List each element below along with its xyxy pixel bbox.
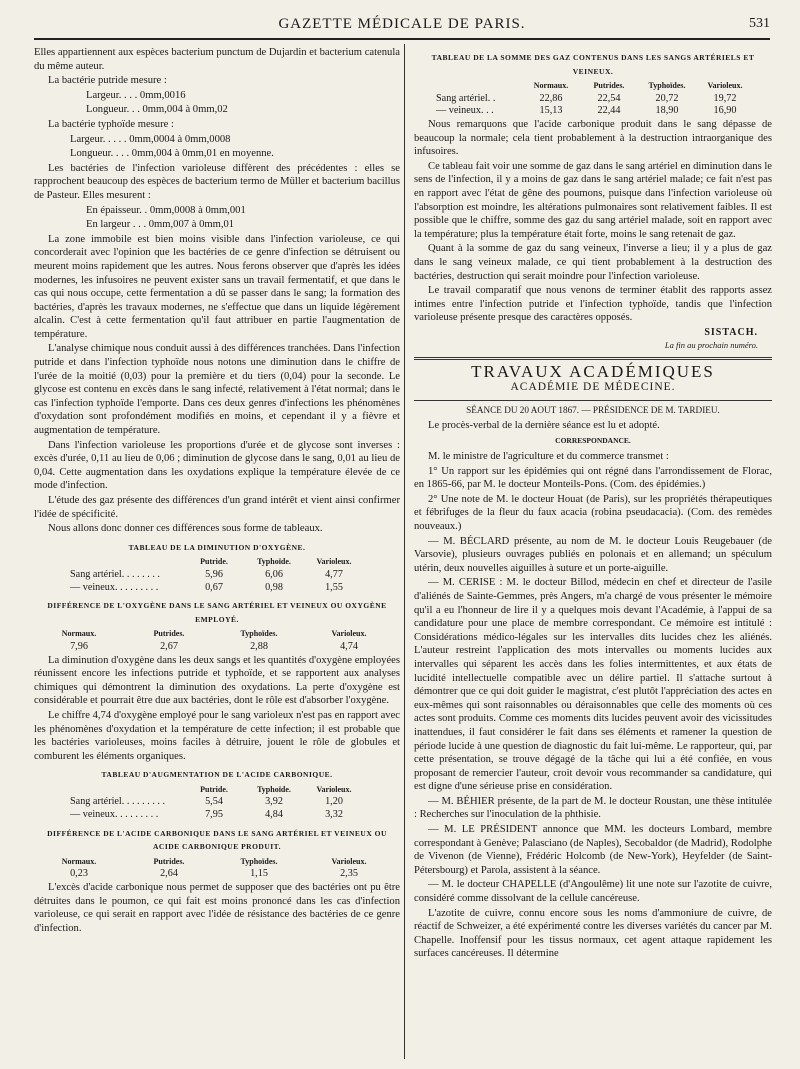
table-cell: 16,90 xyxy=(713,105,737,117)
table-col-header: Typhoïdes. xyxy=(240,856,278,866)
table-col-header: Putrides. xyxy=(153,629,185,639)
table-header xyxy=(34,556,400,569)
table-cell: 0,98 xyxy=(265,581,283,593)
paragraph: — M. BÉCLARD présente, au nom de M. le docteur Louis Reugebauer (de Varsovie), plusieurs ouvrages publiés en polonais et en allemand; un spéculum utérin, deux nouvelles aiguilles à suture et un porte-aiguille. xyxy=(414,535,772,574)
table-cell: 1,55 xyxy=(325,581,343,593)
paragraph: Les bactéries de l'infection varioleuse diffèrent des précédentes : elles se rapprochent beaucoup des espèces de bacterium termo de Müller et bacterium bacillus de Pasteur. Elles mesurent : xyxy=(34,162,400,201)
measure-heading: La bactérie putride mesure : xyxy=(48,75,167,87)
table-title: DIFFÉRENCE DE L'OXYGÈNE DANS LE SANG ARTÉRIEL ET VEINEUX OU OXYGÈNE EMPLOYÉ. xyxy=(47,601,387,624)
table-col-header: Putride. xyxy=(200,784,228,794)
paragraph: L'étude des gaz présente des différences d'un grand intérêt et vient ainsi confirmer l'idée de spécificité. xyxy=(34,495,400,520)
table-carbonic-produced xyxy=(34,827,400,881)
table-row xyxy=(34,641,400,654)
table-carbonic-increase xyxy=(34,768,400,821)
table-col-header: Typhoïdes. xyxy=(240,629,278,639)
paragraph: Quant à la somme de gaz du sang veineux, l'inverse a lieu; il y a plus de gaz dans le sang veineux malade, ce qui tient probablement à la destruction des bactéries, destruction qui serait moindre pour l'infection varioleuse. xyxy=(414,243,772,282)
table-cell: 6,06 xyxy=(265,568,283,580)
journal-title: GAZETTE MÉDICALE DE PARIS. xyxy=(278,16,526,32)
table-cell: 18,90 xyxy=(655,105,679,117)
paragraph: Le travail comparatif que nous venons de terminer établit des rapports assez intimes entre l'infection putride et l'infection typhoïde, tandis que l'infection varioleuse présente presque des caractères opposés. xyxy=(414,285,772,324)
row-label: — veineux. . . . . . . . . xyxy=(70,581,159,593)
row-label: Sang artériel. . . . . . . . . xyxy=(70,796,166,808)
measure-line: Largeur. . . . . 0mm,0004 à 0mm,0008 xyxy=(70,133,231,145)
section-title: TRAVAUX ACADÉMIQUES xyxy=(471,362,715,382)
right-column xyxy=(414,46,772,1061)
table-row xyxy=(414,105,772,118)
table-col-header: Varioleux. xyxy=(316,784,352,794)
section-subtitle: ACADÉMIE DE MÉDECINE. xyxy=(510,380,676,393)
paragraph: Nous allons donc donner ces différences sous forme de tableaux. xyxy=(48,523,323,535)
row-label: — veineux. . . xyxy=(436,105,494,117)
table-cell: 2,88 xyxy=(250,640,268,652)
paragraph: Ce tableau fait voir une somme de gaz dans le sang artériel en diminution dans le sens de l'infection, il y a moins de gaz dans le sang artériel malade; ce fait n'est pas en rapport avec l'état de gêne des poumons, puisque dans l'infection varioleuse où l'absorption est moindre, les altérations pulmonaires sont relativement faibles. Il est possible que le chiffre, somme des gaz du sang artériel malade, soit en rapport avec la température; plus la température était forte, moins le sang retenait de gaz. xyxy=(414,160,772,240)
table-cell: 0,23 xyxy=(70,868,88,880)
paragraph: La diminution d'oxygène dans les deux sangs et les quantités d'oxygène employées réunissent encore les infections putride et typhoïde, et se rapportent aux analyses chimiques qui démontrent la diminution des oxydations. La perte d'oxygène est considérable et pourrait être due aux bactéries, dont le rôle est d'absorber l'oxygène. xyxy=(34,654,400,707)
table-cell: 15,13 xyxy=(539,105,563,117)
table-col-header: Varioleux. xyxy=(316,557,352,567)
table-title: TABLEAU DE LA DIMINUTION D'OXYGÈNE. xyxy=(128,542,306,552)
table-row xyxy=(414,93,772,106)
table-cell: 7,95 xyxy=(205,809,223,821)
table-cell: 22,54 xyxy=(597,92,621,104)
row-label: Sang artériel. . xyxy=(436,92,496,104)
paragraph: 2° Une note de M. le docteur Houat (de Paris), sur les propriétés thérapeutiques et fébrifuges de la fleur du faux acacia (robina pseudacacia). (Com. des remèdes nouveaux.) xyxy=(414,493,772,532)
paragraph: Le procès-verbal de la dernière séance est lu et adopté. xyxy=(428,419,660,431)
paragraph: L'azotite de cuivre, connu encore sous les noms d'ammoniure de cuivre, de réactif de Schweizer, a été expérimenté contre les diverses variétés du cancer par M. Chapelle. Inoffensif pour les tissus normaux, cet agent attaque rapidement les surfaces cancéreuses. Il détermine xyxy=(414,907,772,960)
table-col-header: Putrides. xyxy=(593,81,625,91)
page-number: 531 xyxy=(749,16,770,31)
paragraph: M. le ministre de l'agriculture et du commerce transmet : xyxy=(428,451,669,463)
table-col-header: Normaux. xyxy=(61,629,97,639)
table-row xyxy=(34,796,400,809)
paragraph: Elles appartiennent aux espèces bacterium punctum de Dujardin et bacterium catenula du même auteur. xyxy=(34,47,400,72)
measure-line: Longueur. . . . 0mm,004 à 0mm,01 en moyenne. xyxy=(70,148,274,160)
table-cell: 20,72 xyxy=(655,92,679,104)
table-col-header: Typhoïde. xyxy=(257,784,291,794)
table-oxygen-decrease xyxy=(34,541,400,594)
paragraph: Dans l'infection varioleuse les proportions d'urée et de glycose sont inverses : excès d'urée, 0,11 au lieu de 0,06 ; diminution de glycose dans le sang, 0,01 au lieu de 0,04. Cette augmentation dans les oxydations explique la température élevée de ce mode d'infection. xyxy=(34,439,400,492)
row-label: Sang artériel. . . . . . . . xyxy=(70,568,160,580)
table-col-header: Normaux. xyxy=(533,81,569,91)
table-title: DIFFÉRENCE DE L'ACIDE CARBONIQUE DANS LE SANG ARTÉRIEL ET VEINEUX OU ACIDE CARBONIQUE PRODUIT. xyxy=(47,828,387,852)
table-gas-sum xyxy=(414,51,772,118)
paragraph: — M. BÉHIER présente, de la part de M. le docteur Roustan, une thèse intitulée : Recherches sur l'inoculation de la phthisie. xyxy=(414,795,772,821)
row-label: — veineux. . . . . . . . . xyxy=(70,809,159,821)
measure-heading: La bactérie typhoïde mesure : xyxy=(48,118,174,130)
paragraph: — M. le docteur CHAPELLE (d'Angoulême) lit une note sur l'azotite de cuivre, considéré comme dissolvant de la cellule cancéreuse. xyxy=(414,879,772,905)
paragraph: Nous remarquons que l'acide carbonique produit dans le sang dépasse de beaucoup la normale; cela tient probablement à la destruction intraorganique des infusoires. xyxy=(414,118,772,158)
table-col-header: Varioleux. xyxy=(331,629,367,639)
divider xyxy=(414,400,772,401)
table-row xyxy=(34,868,400,881)
session-heading: SÉANCE DU 20 AOUT 1867. — PRÉSIDENCE DE M. TARDIEU. xyxy=(466,405,720,416)
correspondence-heading: CORRESPONDANCE. xyxy=(555,436,631,446)
paragraph: Le chiffre 4,74 d'oxygène employé pour le sang varioleux n'est pas en rapport avec les phénomènes d'oxydation et la température de cette infection; il est probable que les bactéries varioleuses, moins faciles à détruire, jouent le rôle de globules et comburent les éléments organiques. xyxy=(34,709,400,762)
paragraph: 1° Un rapport sur les épidémies qui ont régné dans l'arrondissement de Florac, en 1865-66, par M. le docteur Monteils-Pons. (Com. des épidémies.) xyxy=(414,465,772,491)
table-col-header: Putride. xyxy=(200,557,228,567)
paragraph: — M. CERISE : M. le docteur Billod, médecin en chef et directeur de l'asile d'aliénés de Sainte-Gemmes, près Angers, m'a chargé de vous présenter le mémoire qu'il a eu l'honneur de lire il y a quelques mois devant l'Académie, à l'appui de sa candidature pour une place de membre correspondant. Ce mémoire est intitulé : Considérations médico-légales sur les intervalles dits lucides chez les aliénés. L'auteur restreint l'application des mots intervalles ou moments lucides aux intervalles qui séparent les accès dans les folies intermittentes, et aux états de lucidité intellectuelle compatible avec un délire partiel. Il s'attache surtout à démontrer que ce qui doit guider le magistrat, c'est plutôt l'appréciation des actes en eux-mêmes qui sont raisonnables ou déraisonnables que celle des moments où ces actes sont produits. Comme ces moments dits lucides peuvent avoir des vicissitudes inattendues, il faut considérer le fait dans ses éléments et ramener la question de période lucide à une question de diagnostic du fait lui-même. Le rapporteur, qui, par cette présentation, se trouve dégagé de la tâche qui lui a été confiée, en vous proposant de remercier l'auteur, croit devoir vous recommander sa candidature, qui est digne d'une sérieuse prise en considération. xyxy=(414,577,772,793)
table-title: TABLEAU DE LA SOMME DES GAZ CONTENUS DANS LES SANGS ARTÉRIELS ET VEINEUX. xyxy=(431,53,755,76)
paragraph: — M. LE PRÉSIDENT annonce que MM. les docteurs Lombard, membre correspondant à Genève; Palasciano (de Naples), Secobaldor (de Madrid), Rodolphe de Vivenon (de Vienne), Frédéric Holcomb (de New-York), Heyfelder (de Saint-Pétersbourg) et Parola, assistent à la séance. xyxy=(414,824,772,876)
paragraph: La zone immobile est bien moins visible dans l'infection varioleuse, ce qui concorderait avec l'opinion que les bactéries de ce genre d'infection se détruisent ou meurent moins rapidement que les autres. Nous ferons observer que d'après les idées modernes, les infusoires ne peuvent exister sans un travail fermentatif, et que dans le cas qui nous occupe, cette fermentation a dû se passer dans le sang; la formation des bactéries, d'après les travaux modernes, ne s'effectue que dans un liquide légèrement alcalin. C'est à cette fermentation qu'il faut attribuer en partie l'augmentation de température. xyxy=(34,233,400,340)
table-row xyxy=(34,809,400,822)
paragraph: L'excès d'acide carbonique nous permet de supposer que des bactéries ont pu être détruites dans le poumon, ce qui fait est moins prononcé dans les cas d'infection varioleuse, ce qui serait en rapport avec l'idée de résistance des bactéries de ce genre d'infection. xyxy=(34,882,400,934)
table-header xyxy=(34,784,400,797)
table-cell: 2,35 xyxy=(340,868,358,880)
table-cell: 2,64 xyxy=(160,868,178,880)
left-column xyxy=(34,46,400,1061)
table-header xyxy=(34,628,400,641)
table-header xyxy=(34,856,400,869)
table-header xyxy=(414,80,772,93)
section-divider xyxy=(414,357,772,360)
table-cell: 2,67 xyxy=(160,640,178,652)
measure-line: Longueur. . . 0mm,004 à 0mm,02 xyxy=(86,104,228,116)
table-cell: 1,15 xyxy=(250,868,268,880)
table-oxygen-used xyxy=(34,599,400,653)
table-cell: 4,84 xyxy=(265,809,283,821)
table-title: TABLEAU D'AUGMENTATION DE L'ACIDE CARBONIQUE. xyxy=(101,770,333,780)
table-col-header: Varioleux. xyxy=(331,856,367,866)
table-cell: 19,72 xyxy=(713,92,737,104)
paragraph: L'analyse chimique nous conduit aussi à des différences tranchées. Dans l'infection putride et dans l'infection typhoïde nous notons une diminution dans le chiffre de l'urée de la moitié (0,03) pour la première et du tiers (0,04) pour la seconde. Le glycose est contenu en excès dans le sang infecté, relativement à l'état normal; dans le cas l'infection typhoïde l'emporte. Dans ces deux genres d'infections les phénomènes d'oxydation sont profondément modifiés en moins, et cependant il y a fièvre et augmentation de température. xyxy=(34,343,400,437)
table-col-header: Normaux. xyxy=(61,856,97,866)
table-col-header: Typhoïde. xyxy=(257,557,291,567)
column-divider xyxy=(404,44,405,1059)
measure-line: Largeur. . . . 0mm,0016 xyxy=(86,89,186,101)
table-cell: 3,92 xyxy=(265,796,283,808)
measure-line: En largeur . . . 0mm,007 à 0mm,01 xyxy=(86,219,235,231)
author-signature: SISTACH. xyxy=(704,326,758,338)
table-row xyxy=(34,569,400,582)
continued-note: La fin au prochain numéro. xyxy=(664,340,758,351)
table-cell: 4,77 xyxy=(325,568,343,580)
table-cell: 22,44 xyxy=(597,105,621,117)
table-cell: 7,96 xyxy=(70,640,88,652)
table-cell: 1,20 xyxy=(325,796,343,808)
table-cell: 0,67 xyxy=(205,581,223,593)
table-cell: 5,96 xyxy=(205,568,223,580)
table-cell: 5,54 xyxy=(205,796,223,808)
table-cell: 4,74 xyxy=(340,640,358,652)
measure-line: En épaisseur. . 0mm,0008 à 0mm,001 xyxy=(86,204,246,216)
table-col-header: Putrides. xyxy=(153,856,185,866)
table-col-header: Varioleux. xyxy=(707,81,743,91)
table-row xyxy=(34,582,400,595)
page-header xyxy=(34,10,770,40)
table-cell: 3,32 xyxy=(325,809,343,821)
table-col-header: Typhoïdes. xyxy=(648,81,686,91)
table-cell: 22,86 xyxy=(539,92,563,104)
